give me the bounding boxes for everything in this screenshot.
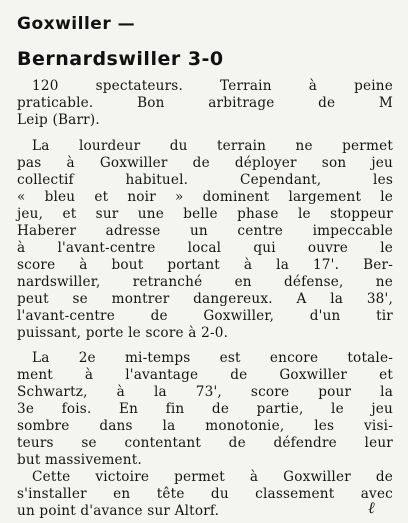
paragraph-1-line-3: Leip (Barr). <box>17 112 100 128</box>
paragraph-2-line-11: l'avant-centre de Goxwiller, d'un tir <box>17 308 393 324</box>
paragraph-2-line-10: peut se montrer dangereux. A la 38', <box>17 291 393 307</box>
paragraph-3-line-3: Schwartz, à la 73', score pour la <box>17 384 393 400</box>
paragraph-4-line-3: un point d'avance sur Altorf. <box>17 503 220 519</box>
paragraph-2-line-7: à l'avant-centre local qui ouvre le <box>17 240 393 256</box>
paragraph-3-line-1: La 2e mi-temps est encore totale- <box>32 350 393 366</box>
handwritten-mark: ℓ <box>368 498 375 517</box>
headline-team-away-score: Bernardswiller 3-0 <box>17 48 224 70</box>
paragraph-2-line-6: Haberer adresse un centre impeccable <box>17 223 393 239</box>
paragraph-3-line-5: sombre dans la monotonie, les visi- <box>17 418 393 434</box>
paragraph-2-line-3: collectif habituel. Cependant, les <box>17 172 393 188</box>
headline-team-home: Goxwiller — <box>17 14 136 34</box>
paragraph-3-line-4: 3e fois. En fin de partie, le jeu <box>17 401 393 417</box>
paragraph-2-line-12: puissant, porte le score à 2-0. <box>17 325 229 341</box>
paragraph-4-line-2: s'installer en tête du classement avec <box>17 486 393 502</box>
paragraph-2-line-4: « bleu et noir » dominent largement le <box>17 189 393 205</box>
paragraph-3-line-6: teurs se contentant de défendre leur <box>17 435 393 451</box>
paragraph-4-line-1: Cette victoire permet à Goxwiller de <box>32 469 393 485</box>
paragraph-3-line-2: ment à l'avantage de Goxwiller et <box>17 367 393 383</box>
paragraph-3-line-7: but massivement. <box>17 452 142 468</box>
paragraph-2-line-2: pas à Goxwiller de déployer son jeu <box>17 155 393 171</box>
paragraph-2-line-9: nardswiller, retranché en défense, ne <box>17 274 393 290</box>
paragraph-2-line-8: score à bout portant à la 17'. Ber- <box>17 257 393 273</box>
paragraph-2-line-5: jeu, et sur une belle phase le stoppeur <box>17 206 393 222</box>
paragraph-2-line-1: La lourdeur du terrain ne permet <box>32 138 393 154</box>
paragraph-1-line-1: 120 spectateurs. Terrain à peine <box>32 78 393 94</box>
paragraph-1-line-2: praticable. Bon arbitrage de M <box>17 95 393 111</box>
